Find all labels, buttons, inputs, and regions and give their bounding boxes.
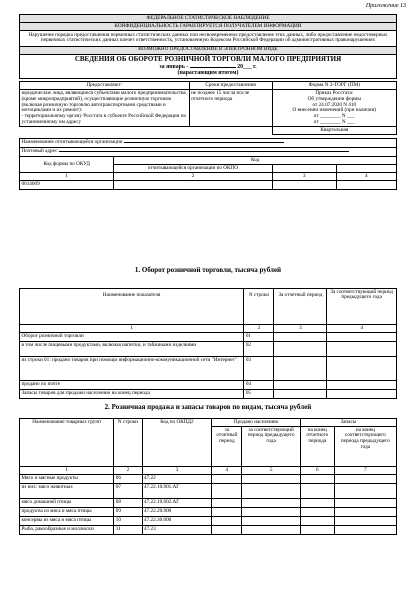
s2-cell[interactable] — [334, 475, 396, 484]
s2-cell[interactable] — [212, 475, 242, 484]
providers-table — [19, 81, 397, 135]
s2-row-code: 47.22.30.000 — [142, 517, 212, 526]
s1-cell[interactable] — [274, 342, 327, 357]
okud-label: Код формы по ОКУД — [20, 157, 114, 173]
s2-sub-head: на конец соответствующего периода предыдущего года — [334, 427, 396, 467]
s1-row-line: 02 — [244, 342, 274, 357]
s2-row-code: 47.22.20.000 — [142, 508, 212, 517]
s2-cell[interactable] — [300, 508, 334, 517]
s2-row-code: 47.22.10.001.АГ — [142, 484, 212, 499]
header-line1: ФЕДЕРАЛЬНОЕ СТАТИСТИЧЕСКОЕ НАБЛЮДЕНИЕ — [20, 15, 397, 23]
providers-text2: - территориальному органу Росстата в субъекте Российской Федерации по установленному им адресу — [21, 113, 187, 126]
form-number: Форма N 3-ТОРГ (ПМ) — [272, 82, 396, 90]
s1-cell[interactable] — [274, 357, 327, 381]
appendix-label: Приложение 13 — [365, 3, 406, 9]
s2-row-name: Мясо и мясные продукты — [20, 475, 114, 484]
s2-head-sold: Продано населению — [212, 419, 301, 427]
section2-table — [19, 418, 397, 535]
org-name-label: Наименование отчитывающейся организации — [21, 139, 123, 146]
s2-num: 7 — [334, 467, 396, 475]
providers-head: Предоставляют: — [20, 82, 190, 90]
table-row — [20, 508, 397, 517]
s2-row-name: консервы из мяса и мяса птицы — [20, 517, 114, 526]
order-block — [272, 90, 396, 127]
s2-cell[interactable] — [242, 499, 300, 508]
s2-cell[interactable] — [212, 484, 242, 499]
period-prefix: за январь - — [159, 63, 189, 70]
s2-cell[interactable] — [334, 499, 396, 508]
s2-head-stock: Запасы — [300, 419, 396, 427]
s1-cell[interactable] — [274, 390, 327, 399]
s2-cell[interactable] — [300, 475, 334, 484]
table-row — [20, 381, 397, 390]
order-line: от ________ N ___ — [313, 113, 355, 120]
s2-num: 2 — [114, 467, 142, 475]
section2-title: 2. Розничная продажа и запасы товаров по видам, тысяча рублей — [104, 403, 312, 411]
s2-cell[interactable] — [334, 526, 396, 535]
section2-table-wrap — [19, 418, 397, 535]
okud-code: 0614009 — [20, 181, 114, 190]
s2-cell[interactable] — [212, 508, 242, 517]
s2-cell[interactable] — [300, 499, 334, 508]
s1-cell[interactable] — [327, 390, 397, 399]
s2-cell[interactable] — [334, 484, 396, 499]
org-name-row — [20, 139, 397, 148]
form-header — [19, 14, 397, 190]
s2-row-line: 08 — [114, 499, 142, 508]
org-address-label: Почтовый адрес — [21, 148, 58, 155]
s2-cell[interactable] — [300, 526, 334, 535]
section1-table — [19, 288, 397, 399]
table-row — [20, 517, 397, 526]
s2-cell[interactable] — [242, 475, 300, 484]
table-row — [20, 390, 397, 399]
s1-row-name: Оборот розничной торговли — [20, 333, 244, 342]
s1-row-name: Запасы товаров для продажи населению на конец периода — [20, 390, 244, 399]
s1-cell[interactable] — [327, 342, 397, 357]
s2-num: 5 — [242, 467, 300, 475]
s1-num: 4 — [327, 325, 397, 333]
section1-title: 1. Оборот розничной торговли, тысяча рублей — [134, 266, 282, 274]
order-line: Приказ Росстата: — [315, 90, 354, 97]
s2-cell[interactable] — [212, 526, 242, 535]
table-row — [20, 526, 397, 535]
s1-row-line: 04 — [244, 381, 274, 390]
table-row — [20, 484, 397, 499]
okpo-label: отчитывающейся организации по ОКПО — [114, 165, 272, 173]
s2-num: 6 — [300, 467, 334, 475]
col-num: 2 — [114, 173, 272, 181]
providers-text: юридические лица, являющиеся субъектами малого предпринимательства (кроме микропредприятий), осуществляющие розничную торговлю (включая розничную торговлю автотранспортными средствами и мотоциклами и их ремонт): — [21, 90, 186, 114]
s1-num: 2 — [244, 325, 274, 333]
s1-row-name: продано по почте — [20, 381, 244, 390]
form-title: СВЕДЕНИЯ ОБ ОБОРОТЕ РОЗНИЧНОЙ ТОРГОВЛИ МАЛОГО ПРЕДПРИЯТИЯ — [74, 55, 342, 64]
table-row — [20, 342, 397, 357]
s2-cell[interactable] — [334, 508, 396, 517]
providers-text-cell — [20, 90, 190, 127]
s2-cell[interactable] — [300, 484, 334, 499]
table-row — [20, 333, 397, 342]
s1-head-name: Наименование показателя — [20, 289, 244, 325]
col-num: 4 — [336, 173, 396, 181]
s1-head-line: N строки — [244, 289, 274, 325]
table-row — [20, 499, 397, 508]
s2-sub-head: за соответствующий период предыдущего года — [242, 427, 300, 467]
s1-row-line: 05 — [244, 390, 274, 399]
period-year: 20___ г. — [237, 63, 257, 70]
s1-cell[interactable] — [327, 381, 397, 390]
warning-text: Нарушение порядка предоставления первичных статистических данных или несвоевременное предоставление этих данных, либо предоставление недостоверных первичных статистических данных влечет ответственность, установленную Кодексом Российской Федерации об административных правонарушениях — [20, 31, 397, 47]
s2-cell[interactable] — [242, 517, 300, 526]
table-row — [20, 357, 397, 381]
s2-cell[interactable] — [212, 517, 242, 526]
s2-head-name: Наименование товарных групп — [20, 419, 114, 467]
s1-cell[interactable] — [274, 333, 327, 342]
s2-row-line: 09 — [114, 508, 142, 517]
order-line: от 24.07.2020 N 410 — [312, 101, 357, 108]
s2-num: 3 — [142, 467, 212, 475]
org-address-row — [20, 148, 397, 157]
s2-sub-head: за отчетный период — [212, 427, 242, 467]
s1-row-line: 03 — [244, 357, 274, 381]
s2-row-code: 47.23 — [142, 526, 212, 535]
s2-num: 4 — [212, 467, 242, 475]
s2-row-name: мясо домашней птицы — [20, 499, 114, 508]
order-line: Об утверждении формы — [307, 95, 361, 102]
s1-cell[interactable] — [327, 357, 397, 381]
s1-cell[interactable] — [274, 381, 327, 390]
s1-head-previous: За соответствующий период предыдущего года — [327, 289, 397, 325]
s1-num: 1 — [20, 325, 244, 333]
s1-row-line: 01 — [244, 333, 274, 342]
s1-num: 3 — [274, 325, 327, 333]
s2-row-line: 06 — [114, 475, 142, 484]
s2-row-name: продукты из мяса и мяса птицы — [20, 508, 114, 517]
deadline-head: Сроки предоставления — [189, 82, 272, 90]
col-num: 3 — [272, 173, 336, 181]
deadline-text: не позднее 15 числа после отчетного периода — [189, 90, 272, 127]
s2-row-line: 07 — [114, 484, 142, 499]
s2-row-name: из них: мясо животных — [20, 484, 114, 499]
s2-cell[interactable] — [242, 484, 300, 499]
org-table — [19, 138, 397, 190]
s2-row-name: Рыба, ракообразные и моллюски — [20, 526, 114, 535]
order-line: О внесении изменений (при наличии) — [292, 107, 377, 114]
s1-row-name: из строки 01: продано товаров при помощи информационно-коммуникационной сети "Интернет" — [20, 357, 244, 381]
s2-cell[interactable] — [242, 508, 300, 517]
s2-cell[interactable] — [300, 517, 334, 526]
s2-row-code: 47.22.10.002.АГ — [142, 499, 212, 508]
form-title-block — [20, 54, 397, 79]
periodicity: Квартальная — [272, 127, 396, 135]
s1-row-name: в том числе пищевыми продуктами, включая напитки, и табачными изделиями — [20, 342, 244, 357]
s2-head-code: Код по ОКПД2 — [142, 419, 212, 467]
table-row — [20, 475, 397, 484]
s2-num: 1 — [20, 467, 114, 475]
header-line2: КОНФИДЕНЦИАЛЬНОСТЬ ГАРАНТИРУЕТСЯ ПОЛУЧАТЕЛЕМ ИНФОРМАЦИИ — [20, 23, 397, 31]
s2-row-line: 10 — [114, 517, 142, 526]
s2-row-code: 47.22 — [142, 475, 212, 484]
s2-sub-head: на конец отчетного периода — [300, 427, 334, 467]
section1-table-wrap — [19, 288, 397, 399]
electronic-note: ВОЗМОЖНО ПРЕДОСТАВЛЕНИЕ В ЭЛЕКТРОННОМ ВИДЕ — [20, 46, 397, 54]
s2-cell[interactable] — [212, 499, 242, 508]
s1-cell[interactable] — [327, 333, 397, 342]
s2-cell[interactable] — [334, 517, 396, 526]
s2-head-line: N строки — [114, 419, 142, 467]
s1-head-current: За отчетный период — [274, 289, 327, 325]
col-num: 1 — [20, 173, 114, 181]
s2-row-line: 11 — [114, 526, 142, 535]
s2-cell[interactable] — [242, 526, 300, 535]
cumulative-note: (нарастающим итогом) — [177, 70, 239, 77]
order-line: от ________ N ___ — [313, 119, 355, 126]
code-label: Код — [114, 157, 397, 165]
